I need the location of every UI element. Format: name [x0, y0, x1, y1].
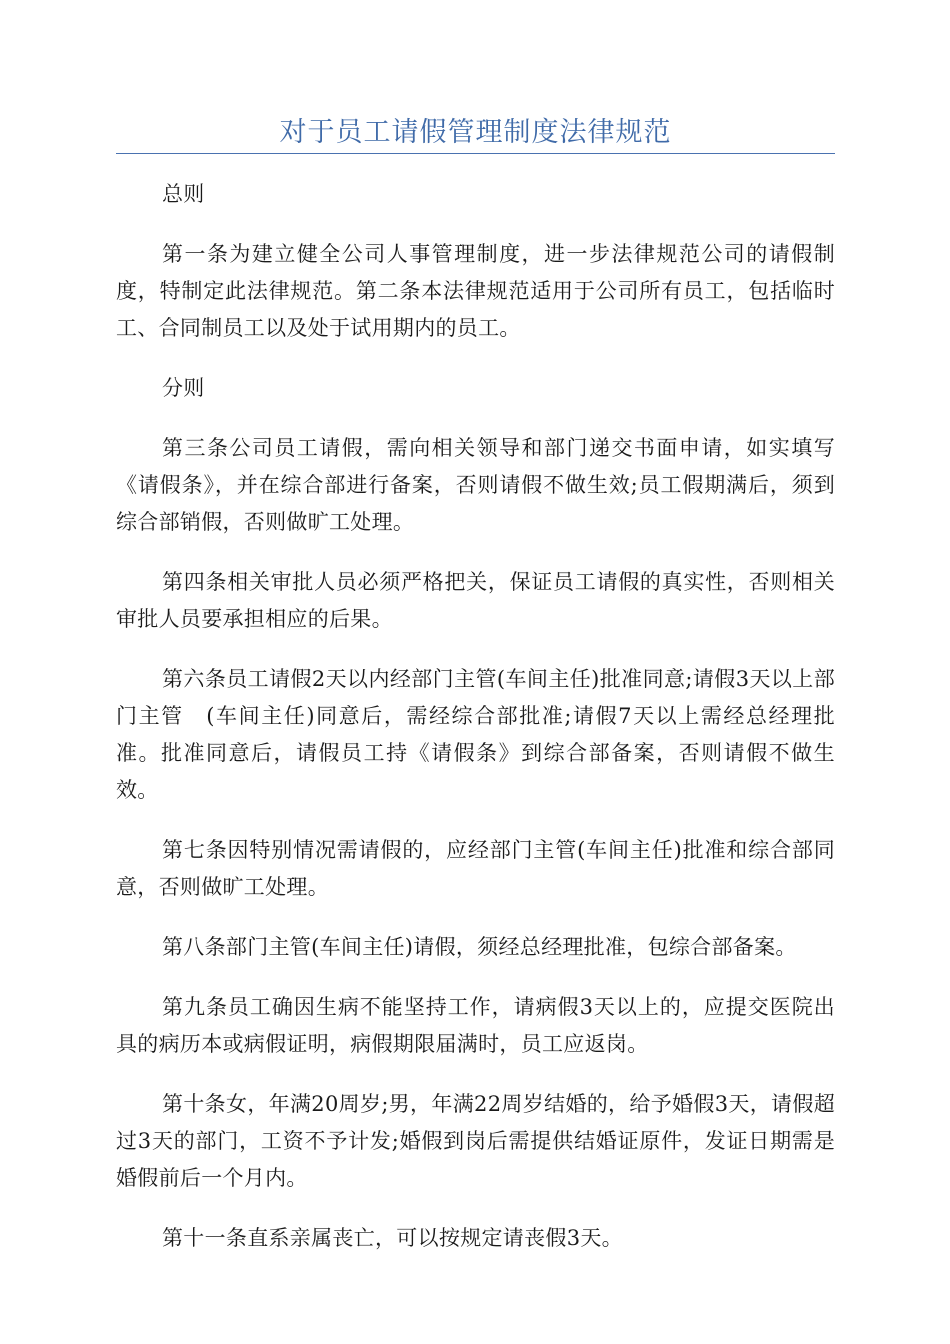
- article-paragraph: 第三条公司员工请假，需向相关领导和部门递交书面申请，如实填写《请假条》，并在综合部进行备案，否则请假不做生效;员工假期满后，须到综合部销假，否则做旷工处理。: [116, 436, 835, 534]
- article-paragraph: 第一条为建立健全公司人事管理制度，进一步法律规范公司的请假制度，特制定此法律规范。第二条本法律规范适用于公司所有员工，包括临时工、合同制员工以及处于试用期内的员工。: [116, 242, 835, 340]
- article-paragraph: 第七条因特别情况需请假的，应经部门主管(车间主任)批准和综合部同意，否则做旷工处理。: [116, 838, 835, 899]
- section-heading-detailed: 分则: [162, 376, 205, 400]
- article-paragraph: 第十一条直系亲属丧亡，可以按规定请丧假3天。: [162, 1226, 623, 1250]
- document-body: [116, 176, 835, 1280]
- article-paragraph: 第六条员工请假2天以内经部门主管(车间主任)批准同意;请假3天以上部门主管 (车间主任)同意后，需经综合部批准;请假7天以上需经总经理批准。批准同意后，请假员工持《请假条》到综合部备案，否则请假不做生效。: [116, 667, 835, 802]
- document-title: 对于员工请假管理制度法律规范: [279, 117, 672, 148]
- section-heading-general: 总则: [162, 182, 205, 206]
- article-paragraph: 第八条部门主管(车间主任)请假，须经总经理批准，包综合部备案。: [162, 935, 797, 959]
- title-underline: [116, 153, 835, 154]
- article-paragraph: 第四条相关审批人员必须严格把关，保证员工请假的真实性，否则相关审批人员要承担相应的后果。: [116, 570, 835, 631]
- article-paragraph: 第九条员工确因生病不能坚持工作，请病假3天以上的，应提交医院出具的病历本或病假证明，病假期限届满时，员工应返岗。: [116, 995, 835, 1056]
- article-paragraph: 第十条女，年满20周岁;男，年满22周岁结婚的，给予婚假3天，请假超过3天的部门，工资不予计发;婚假到岗后需提供结婚证原件，发证日期需是婚假前后一个月内。: [116, 1092, 835, 1190]
